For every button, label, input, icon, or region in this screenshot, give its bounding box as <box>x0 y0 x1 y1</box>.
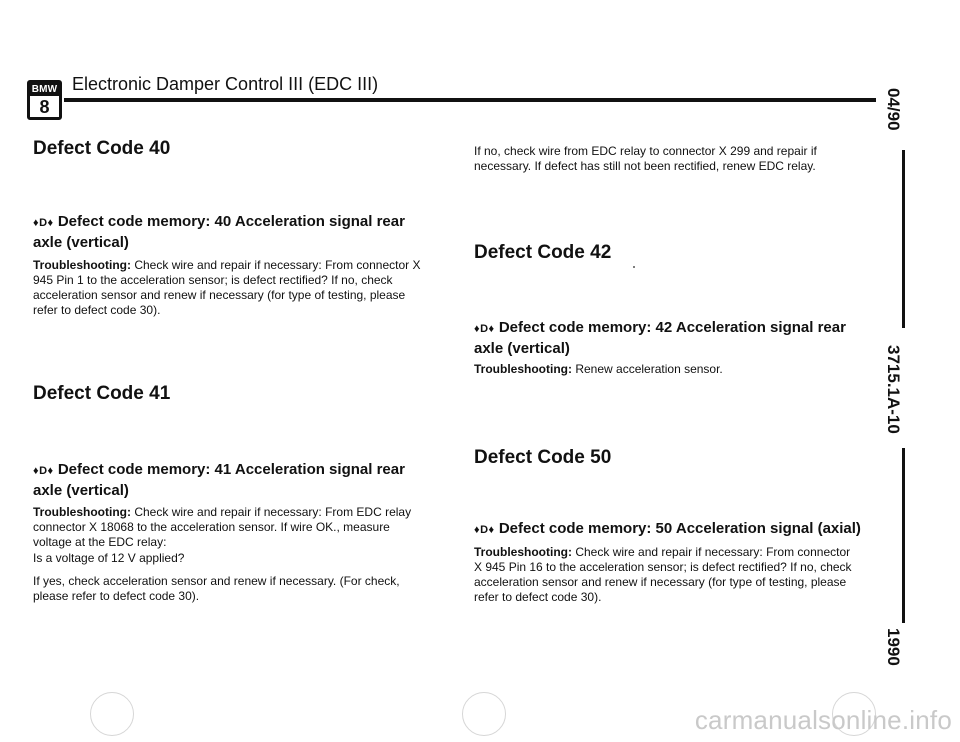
memory-line-42 <box>474 318 854 359</box>
troubleshooting-text-41: Check wire and repair if necessary: From EDC relay connector X 18068 to the acceleration sensor. If wire OK., measure voltage at the EDC relay: <box>33 505 412 549</box>
yes-instruction: If yes, check acceleration sensor and renew if necessary. (For check, please refer to defect code 30). <box>33 574 400 603</box>
memory-line-41 <box>33 460 413 501</box>
diamond-d-icon: ♦D♦ <box>474 323 495 335</box>
troubleshooting-text-42: Renew acceleration sensor. <box>575 362 723 376</box>
diamond-d-icon: ♦D♦ <box>33 465 54 477</box>
year-label: 1990 <box>884 628 903 666</box>
bmw-logo <box>27 80 62 120</box>
voltage-question: Is a voltage of 12 V applied? <box>33 551 185 565</box>
header-rule <box>64 98 876 102</box>
troubleshooting-text-50: Check wire and repair if necessary: From connector X 945 Pin 16 to the acceleration sensor; is defect rectified? If no, check acceleration sensor and renew if necessary (for type of testing, please refer to defect code 30). <box>474 545 852 604</box>
memory-text-41: Defect code memory: 41 Acceleration signal rear axle (vertical) <box>33 461 405 499</box>
heading-defect-code-42: Defect Code 42 <box>474 242 612 263</box>
memory-text-42: Defect code memory: 42 Acceleration signal rear axle (vertical) <box>474 319 846 357</box>
troubleshooting-42 <box>474 362 859 377</box>
heading-defect-code-40: Defect Code 40 <box>33 138 171 159</box>
troubleshooting-41 <box>33 505 428 550</box>
troubleshooting-label: Troubleshooting: <box>474 545 572 559</box>
section-number: 3715.1A-10 <box>884 345 903 434</box>
watermark: carmanualsonline.info <box>694 705 952 735</box>
heading-defect-code-41: Defect Code 41 <box>33 383 171 404</box>
page-title: Electronic Damper Control III (EDC III) <box>72 74 379 94</box>
logo-series: 8 <box>39 97 50 117</box>
troubleshooting-label: Troubleshooting: <box>474 362 572 376</box>
binder-hole-center <box>462 692 506 736</box>
troubleshooting-text-40: Check wire and repair if necessary: From connector X 945 Pin 1 to the acceleration sensor; is defect rectified? If no, check acceleration sensor and renew if necessary (for type of testing, please refer to defect code 30). <box>33 258 421 317</box>
binder-hole-left <box>90 692 134 736</box>
logo-brand: BMW <box>31 84 58 95</box>
memory-line-40 <box>33 212 413 253</box>
memory-text-50: Defect code memory: 50 Acceleration signal (axial) <box>498 520 861 537</box>
diamond-d-icon: ♦D♦ <box>33 217 54 229</box>
troubleshooting-label: Troubleshooting: <box>33 258 131 272</box>
diamond-d-icon: ♦D♦ <box>474 524 495 536</box>
troubleshooting-label: Troubleshooting: <box>33 505 131 519</box>
rail-divider-bottom <box>902 448 905 623</box>
continuation-text: If no, check wire from EDC relay to connector X 299 and repair if necessary. If defect has still not been rectified, renew EDC relay. <box>474 144 817 173</box>
rail-divider-top <box>902 150 905 328</box>
troubleshooting-50 <box>474 545 859 605</box>
memory-line-50 <box>474 519 874 540</box>
troubleshooting-40 <box>33 258 428 318</box>
stray-dot <box>633 266 635 268</box>
memory-text-40: Defect code memory: 40 Acceleration signal rear axle (vertical) <box>33 213 405 251</box>
heading-defect-code-50: Defect Code 50 <box>474 447 612 468</box>
date-label: 04/90 <box>884 88 903 131</box>
